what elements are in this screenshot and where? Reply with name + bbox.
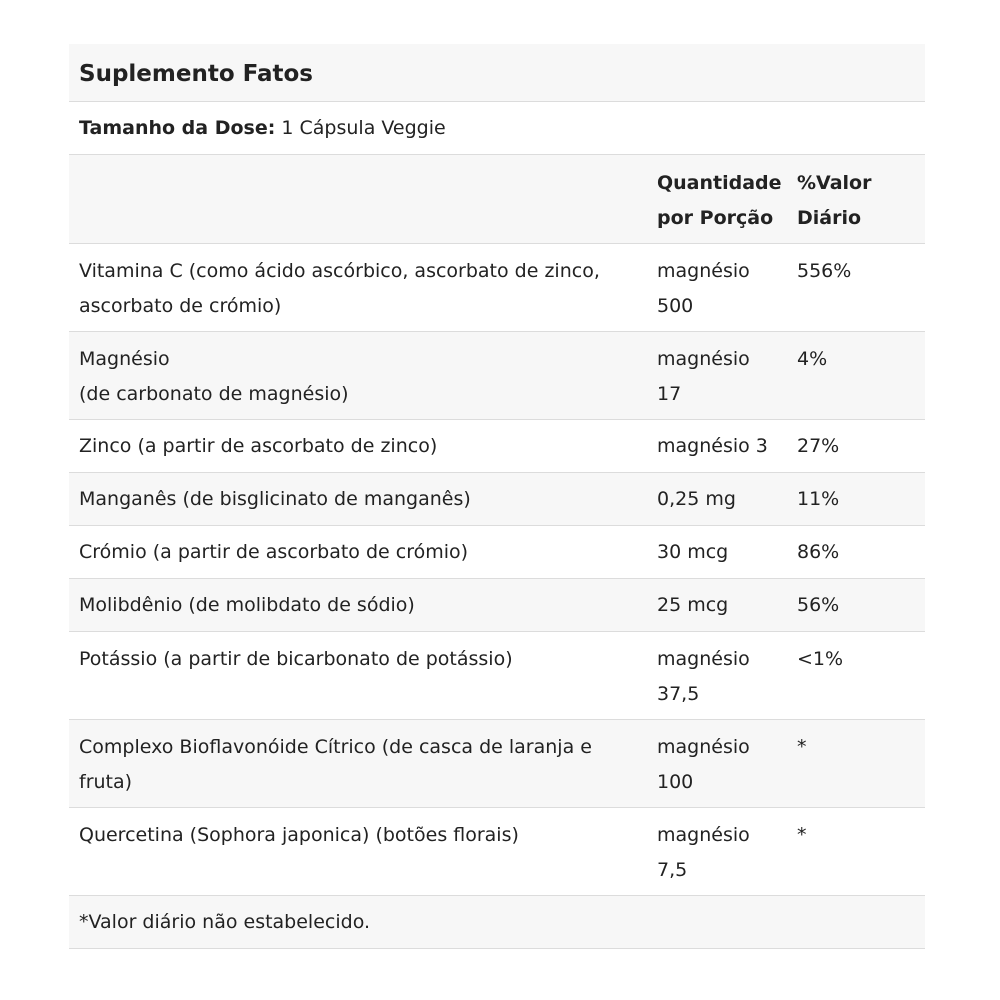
title-row xyxy=(69,44,925,102)
nutrient-name-line1: Vitamina C (como ácido ascórbico, ascorbato de zinco, xyxy=(79,260,600,282)
footnote-row xyxy=(69,896,925,949)
table-row xyxy=(69,808,925,896)
nutrient-amount xyxy=(657,730,797,807)
nutrient-name xyxy=(69,730,657,807)
nutrient-name-line1: Magnésio xyxy=(79,348,170,370)
nutrient-dv: 556% xyxy=(797,260,852,282)
dv-header-line2: Diário xyxy=(797,207,862,229)
nutrient-dv: 56% xyxy=(797,594,840,616)
amount-header-line1: Quantidade xyxy=(657,172,782,194)
nutrient-amount: 30 mcg xyxy=(657,541,729,563)
table-row xyxy=(69,720,925,808)
dv-header xyxy=(797,166,925,243)
nutrient-amount xyxy=(657,818,797,895)
nutrient-amount xyxy=(657,342,797,419)
nutrient-dv: * xyxy=(797,736,807,758)
amount-line1: magnésio xyxy=(657,824,750,846)
amount-header-line2: por Porção xyxy=(657,207,774,229)
nutrient-name-line2: (de carbonato de magnésio) xyxy=(79,383,349,405)
nutrient-dv: 27% xyxy=(797,435,840,457)
footnote: *Valor diário não estabelecido. xyxy=(79,910,371,933)
nutrient-amount: 25 mcg xyxy=(657,594,729,616)
nutrient-amount xyxy=(657,642,797,719)
amount-line1: magnésio xyxy=(657,648,750,670)
nutrient-dv: 86% xyxy=(797,541,840,563)
nutrient-name: Crómio (a partir de ascorbato de crómio) xyxy=(79,541,469,563)
nutrient-name: Zinco (a partir de ascorbato de zinco) xyxy=(79,435,438,457)
amount-line1: magnésio xyxy=(657,736,750,758)
amount-line2: 37,5 xyxy=(657,683,700,705)
nutrient-dv: * xyxy=(797,824,807,846)
table-row xyxy=(69,632,925,720)
panel-title: Suplemento Fatos xyxy=(79,60,313,87)
supplement-facts-panel xyxy=(69,44,925,949)
table-row xyxy=(69,473,925,526)
nutrient-name: Manganês (de bisglicinato de manganês) xyxy=(79,488,471,510)
table-row xyxy=(69,244,925,332)
nutrient-amount: magnésio 3 xyxy=(657,435,768,457)
amount-header xyxy=(657,166,797,243)
amount-line2: 17 xyxy=(657,383,682,405)
serving-size-row xyxy=(69,102,925,155)
nutrient-dv: <1% xyxy=(797,648,844,670)
nutrient-name xyxy=(69,342,657,419)
serving-size-value: 1 Cápsula Veggie xyxy=(281,116,446,139)
nutrient-name: Potássio (a partir de bicarbonato de potássio) xyxy=(79,648,513,670)
nutrient-name: Molibdênio (de molibdato de sódio) xyxy=(79,594,415,616)
nutrient-dv: 11% xyxy=(797,488,840,510)
column-header-row xyxy=(69,155,925,244)
table-row xyxy=(69,579,925,632)
nutrient-amount xyxy=(657,254,797,331)
serving-size-label: Tamanho da Dose: xyxy=(79,116,276,139)
amount-line1: magnésio xyxy=(657,260,750,282)
nutrient-name xyxy=(69,254,657,331)
amount-line2: 100 xyxy=(657,771,694,793)
amount-line1: magnésio xyxy=(657,348,750,370)
table-row xyxy=(69,332,925,420)
nutrient-name: Quercetina (Sophora japonica) (botões florais) xyxy=(79,824,519,846)
nutrient-dv: 4% xyxy=(797,348,828,370)
nutrient-name-line2: fruta) xyxy=(79,771,133,793)
amount-line2: 7,5 xyxy=(657,859,688,881)
nutrient-amount: 0,25 mg xyxy=(657,488,736,510)
nutrient-name-line2: ascorbato de crómio) xyxy=(79,295,282,317)
amount-line2: 500 xyxy=(657,295,694,317)
nutrient-header xyxy=(69,166,657,243)
table-row xyxy=(69,526,925,579)
nutrient-name-line1: Complexo Bioflavonóide Cítrico (de casca de laranja e xyxy=(79,736,592,758)
dv-header-line1: %Valor xyxy=(797,172,872,194)
table-row xyxy=(69,420,925,473)
